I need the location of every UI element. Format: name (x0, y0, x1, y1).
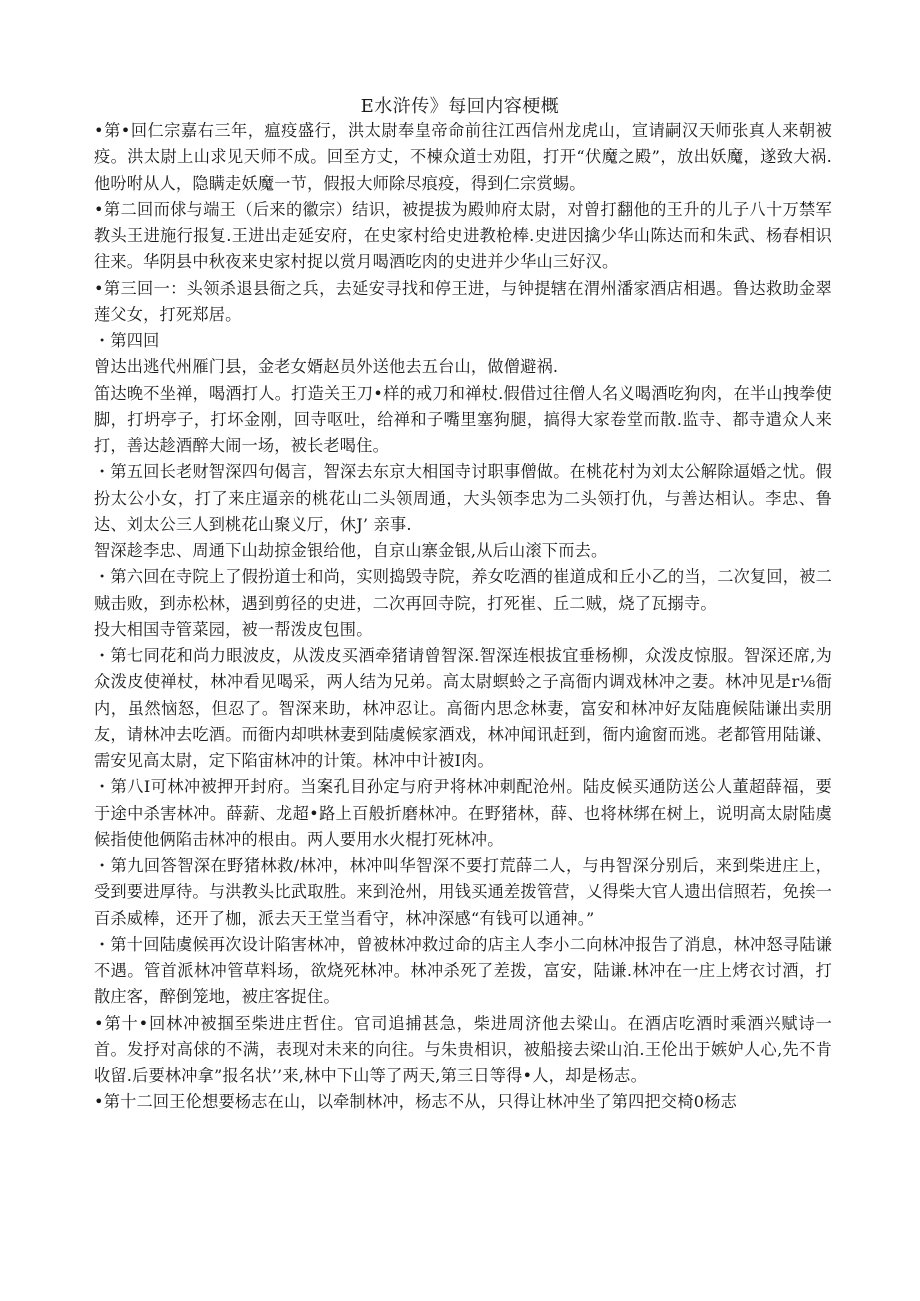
paragraph-6: 笛达晚不坐禅，喝酒打人。打造关王刀•样的戒刀和禅杖.假借过往僧人名义喝酒吃狗肉，在半山拽拳使脚，打坍亭子，打坏金刚，回寺呕吐，给禅和子嘴里塞狗腿，搞得大家卷堂而散.监寺、都寺遣众人来打，善达趁酒醉大闹一场，被长老喝住。 (94, 383, 832, 455)
paragraph-8: 智深趁李忠、周通下山劫掠金银给他，自京山寨金银,从后山滚下而去。 (94, 541, 608, 560)
paragraph-15: •第十•回林冲被掴至柴进庄哲住。官司追捕甚急，柴进周济他去梁山。在酒店吃酒时乘酒兴赋诗一首。发抒对高俅的不满，表现对未来的向往。与朱贵相识，被船接去梁山泊.王伦出于嫉妒人心,先不肯收留.后要林冲拿”报名状’’来,林中下山等了两天,第三日等得•人，却是杨志。 (94, 1013, 832, 1085)
document-title: E水浒传》每回内容梗概 (360, 96, 560, 117)
paragraph-3: •第三回一：头领杀退县衙之兵，去延安寻找和停王进，与钟提辖在渭州潘家酒店相遇。鲁达救助金翠莲父女，打死郑居。 (94, 278, 832, 324)
paragraph-16: •第十二回王伦想要杨志在山，以牵制林冲，杨志不从，只得让林冲坐了第四把交椅0杨志 (94, 1092, 737, 1112)
paragraph-4: ・第四回 (94, 331, 160, 350)
paragraph-5: 曾达出逃代州雁门县，金老女婿赵员外送他去五台山，做僧避祸. (94, 357, 559, 377)
paragraph-12: ・第八I可林冲被押开封府。当案孔目孙定与府尹将林冲刺配沧州。陆皮候买通防送公人董超薛福，要于途中杀害林冲。薛薪、龙超•路上百般折磨林冲。在野猪林，薛、也将林绑在树上，说明高太尉陆虞候指使他俩陷击林冲的根由。两人要用水火棍打死林冲。 (94, 777, 832, 849)
paragraph-13: ・第九回答智深在野猪林救/林冲，林冲叫华智深不要打荒薛二人，与冉智深分别后，来到柴进庄上，受到要进厚待。与洪教头比武取胜。来到沧州，用钱买通差拨管营，乂得柴大官人遗出信照若，免挨一百杀威棒，还开了枷，派去天王堂当看守，林冲深感“有钱可以通神。” (94, 856, 832, 928)
paragraph-14: ・第十回陆虞候再次设计陷害林冲，曾被林冲救过命的店主人李小二向林冲报告了消息，林冲怒寻陆谦不遇。管首派林冲管草料场，欲烧死林冲。林冲杀死了差拨，富安，陆谦.林冲在一庄上烤衣讨酒，打散庄客，醉倒笼地，被庄客捉住。 (94, 934, 832, 1007)
document-body (94, 118, 832, 1116)
paragraph-2: •第二回而俅与端王（后来的徽宗）结识，被提拔为殿帅府太尉，对曾打翻他的王升的儿子八十万禁军教头王进施行报复.王进出走延安府，在史家村给史进教枪棒.史进因擒少华山陈达而和朱武、杨春相识往来。华阴县中秋夜来史家村捉以赏月喝酒吃肉的史进并少华山三好汉。 (94, 199, 832, 272)
paragraph-11: ・第七同花和尚力眼波皮，从泼皮买酒牵猪请曾智深.智深连根拔宜垂杨柳，众泼皮惊服。智深还席,为众泼皮使禅杖，林冲看见喝采，两人结为兄弟。高太尉螟蛉之子高衙内调戏林冲之妻。林冲见是r⅛衙内，虽然恼怒，但忍了。智深来助，林冲忍让。高衙内思念林妻，富安和林冲好友陆鹿候陆谦出卖朋友，请林冲去吃酒。而衙内却哄林妻到陆虞候家酒戏，林冲闻讯赶到，衙内逾窗而逃。老都管用陆谦、需安见高太尉，定下陷宙林冲的计策。林冲中计被I肉。 (94, 646, 832, 770)
paragraph-10: 投大相国寺管菜园，被一帮泼皮包围。 (94, 619, 373, 639)
paragraph-9: ・第六回在寺院上了假扮道士和尚，实则捣毁寺院，养女吃酒的崔道成和丘小乙的当，二次复回，被二贼击败，到赤松林，遇到剪径的史进，二次再回寺院，打死崔、丘二贼，烧了瓦搦寺。 (94, 567, 832, 613)
paragraph-1: •第•回仁宗嘉右三年，瘟疫盛行，洪太尉奉皇帝命前往江西信州龙虎山，宣请嗣汉天师张真人来朝被疫。洪太尉上山求见天师不成。回至方丈，不楝众道士劝阻，打开“伏魔之殿”，放出妖魔，遂致大祸.他吩咐从人，隐瞒走妖魔一节，假报大师除尽痕疫，得到仁宗赏蜴。 (94, 121, 832, 193)
paragraph-7: ・第五回长老财智深四句偈言，智深去东京大相国寺讨职事僧做。在桃花村为刘太公解除逼婚之忧。假扮太公小女，打了来庄逼亲的桃花山二头领周通，大头领李忠为二头领打仇，与善达相认。李忠、鲁达、刘太公三人到桃花山聚义厅，休J’ 亲事. (94, 462, 832, 534)
